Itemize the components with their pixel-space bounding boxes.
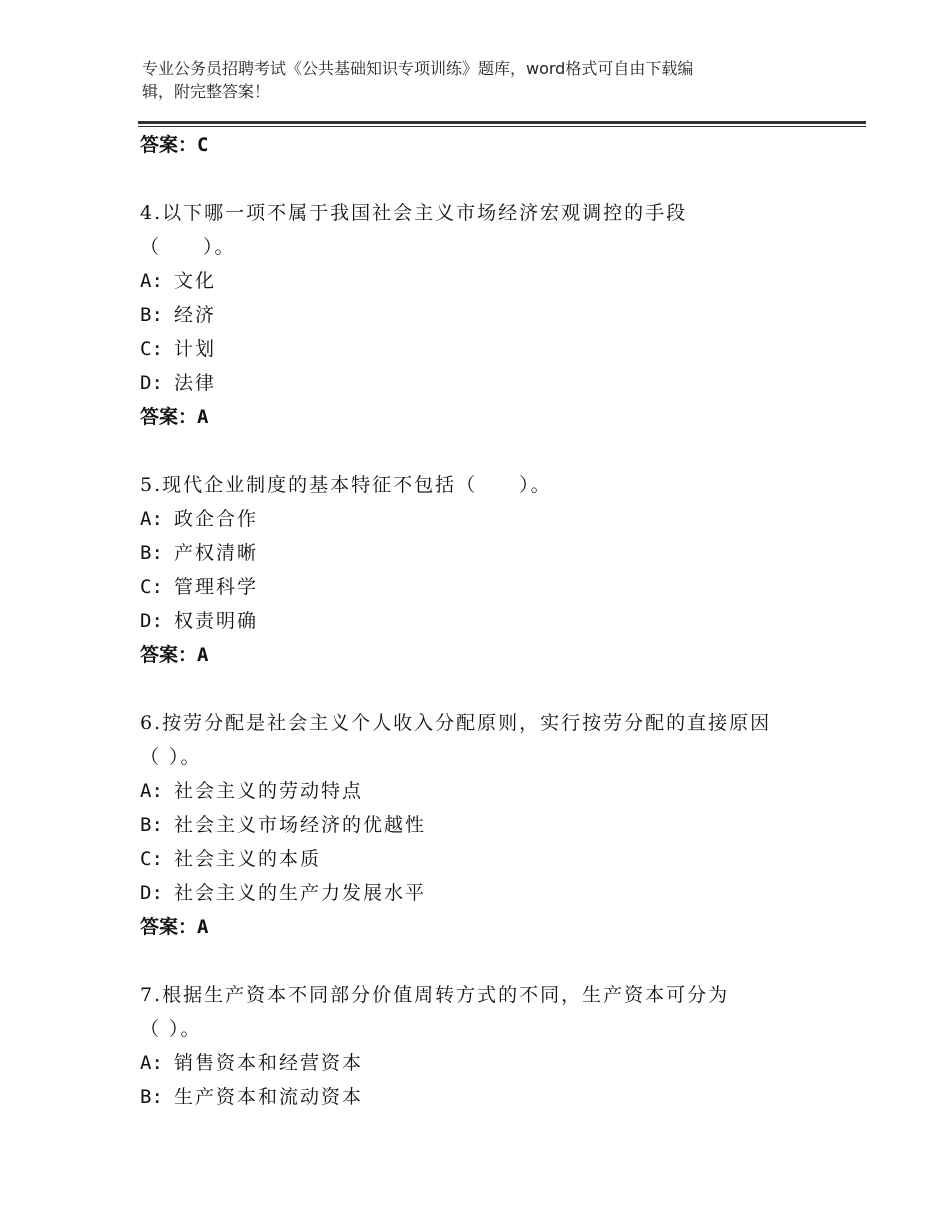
- option-text: 社会主义的生产力发展水平: [174, 882, 427, 904]
- option-a: [140, 502, 860, 536]
- option-c: [140, 570, 860, 604]
- option-letter: C:: [140, 338, 163, 360]
- option-a: [140, 774, 860, 808]
- question-7: [140, 978, 860, 1114]
- spacer: [140, 162, 860, 196]
- option-text: 文化: [174, 270, 217, 292]
- question-list: [140, 128, 860, 1114]
- option-text: 权责明确: [174, 610, 259, 632]
- header-divider-thick: [138, 121, 866, 124]
- option-text: 政企合作: [174, 508, 259, 530]
- option-text: 销售资本和经营资本: [174, 1052, 364, 1074]
- option-c: [140, 332, 860, 366]
- option-text: 社会主义的本质: [174, 848, 322, 870]
- previous-answer: [140, 128, 860, 162]
- option-text: 社会主义市场经济的优越性: [174, 814, 427, 836]
- option-text: 产权清晰: [174, 542, 259, 564]
- answer-label: 答案：: [140, 134, 198, 156]
- option-b: [140, 808, 860, 842]
- answer-value: A: [197, 406, 209, 428]
- option-d: [140, 366, 860, 400]
- spacer: [140, 434, 860, 468]
- option-d: [140, 876, 860, 910]
- answer-value: A: [197, 644, 209, 666]
- answer: [140, 910, 860, 944]
- option-letter: C:: [140, 848, 163, 870]
- answer-label: 答案：: [140, 406, 198, 428]
- question-4: [140, 196, 860, 434]
- answer-label: 答案：: [140, 916, 198, 938]
- option-text: 计划: [174, 338, 217, 360]
- question-text-cont: （ ）。: [140, 1018, 202, 1040]
- option-letter: A:: [140, 508, 163, 530]
- question-text: 5.现代企业制度的基本特征不包括（ ）。: [140, 474, 552, 496]
- question-text: 4.以下哪一项不属于我国社会主义市场经济宏观调控的手段: [140, 202, 688, 224]
- spacer: [140, 672, 860, 706]
- option-a: [140, 264, 860, 298]
- option-letter: B:: [140, 304, 163, 326]
- option-b: [140, 298, 860, 332]
- header-divider-thin: [138, 126, 866, 127]
- option-letter: A:: [140, 270, 163, 292]
- option-letter: B:: [140, 814, 163, 836]
- option-letter: D:: [140, 882, 163, 904]
- answer-label: 答案：: [140, 644, 198, 666]
- question-5: [140, 468, 860, 672]
- option-letter: B:: [140, 542, 163, 564]
- option-text: 管理科学: [174, 576, 259, 598]
- spacer: [140, 944, 860, 978]
- answer-value: C: [197, 134, 209, 156]
- question-text-cont: （ ）。: [140, 746, 202, 768]
- option-letter: A:: [140, 1052, 163, 1074]
- option-letter: A:: [140, 780, 163, 802]
- option-text: 社会主义的劳动特点: [174, 780, 364, 802]
- answer: [140, 638, 860, 672]
- option-d: [140, 604, 860, 638]
- question-text: 6.按劳分配是社会主义个人收入分配原则，实行按劳分配的直接原因: [140, 712, 772, 734]
- question-6: [140, 706, 860, 944]
- answer-value: A: [197, 916, 209, 938]
- option-a: [140, 1046, 860, 1080]
- question-text: 7.根据生产资本不同部分价值周转方式的不同，生产资本可分为: [140, 984, 730, 1006]
- option-text: 生产资本和流动资本: [174, 1086, 364, 1108]
- option-text: 法律: [174, 372, 217, 394]
- document-header: [142, 57, 802, 103]
- header-line-2: 辑，附完整答案！: [142, 82, 271, 101]
- option-c: [140, 842, 860, 876]
- question-text-cont: （ ）。: [140, 236, 236, 258]
- header-line-1: 专业公务员招聘考试《公共基础知识专项训练》题库，word格式可自由下载编: [142, 59, 694, 78]
- option-letter: B:: [140, 1086, 163, 1108]
- option-b: [140, 536, 860, 570]
- option-letter: D:: [140, 610, 163, 632]
- option-text: 经济: [174, 304, 217, 326]
- option-letter: C:: [140, 576, 163, 598]
- option-b: [140, 1080, 860, 1114]
- option-letter: D:: [140, 372, 163, 394]
- answer: [140, 400, 860, 434]
